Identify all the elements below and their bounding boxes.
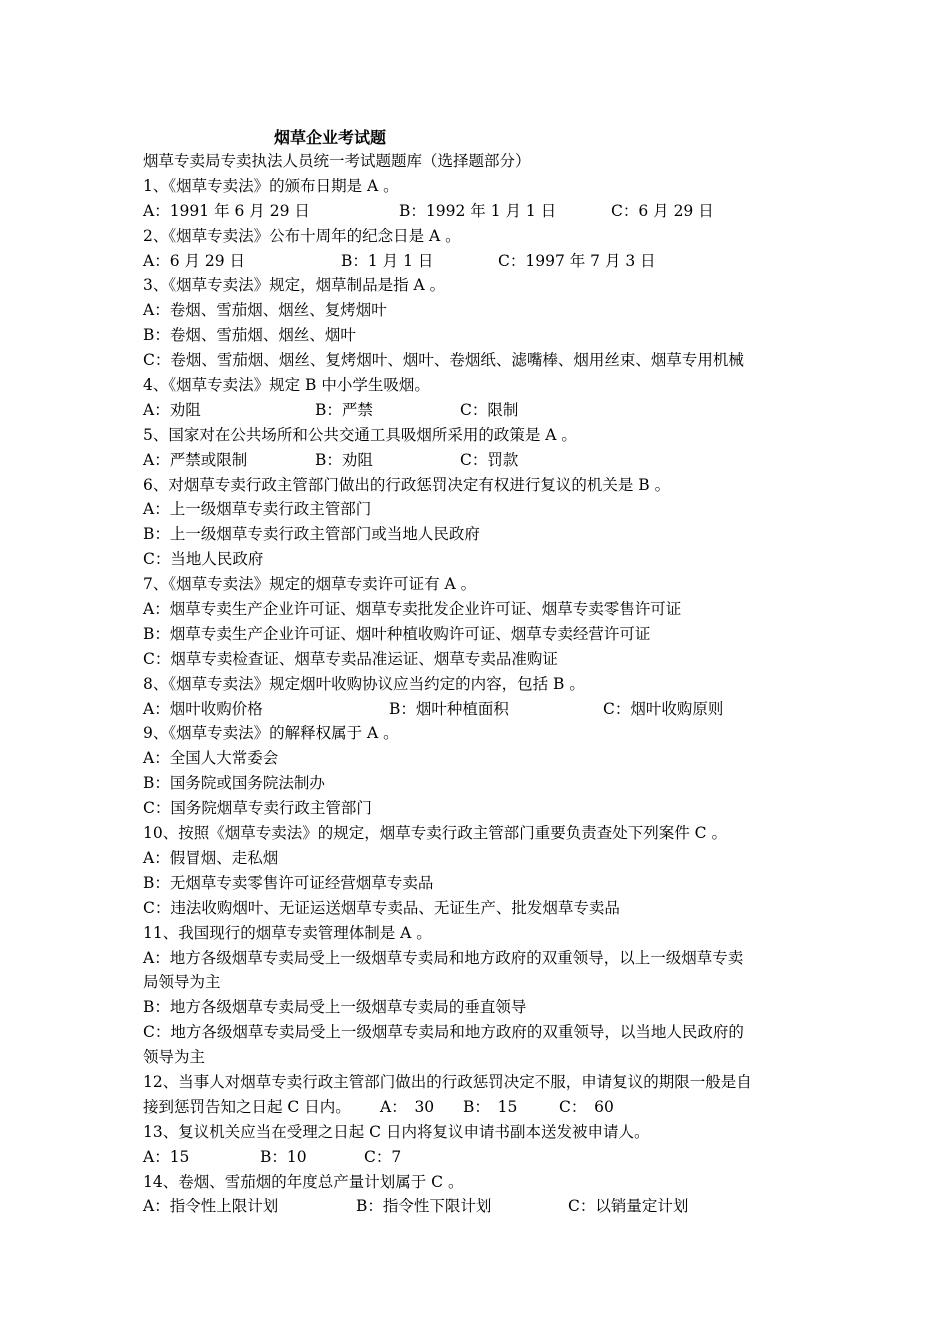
option-a-continued: 局领导为主 xyxy=(143,973,221,992)
option-b: B：上一级烟草专卖行政主管部门或当地人民政府 xyxy=(143,525,480,544)
option-c: C：当地人民政府 xyxy=(143,550,264,569)
option-a: A：烟草专卖生产企业许可证、烟草专卖批发企业许可证、烟草专卖零售许可证 xyxy=(143,600,682,619)
option-b: B：10 xyxy=(260,1147,307,1166)
option-b: B：烟草专卖生产企业许可证、烟叶种植收购许可证、烟草专卖经营许可证 xyxy=(143,624,651,643)
question-11: 11、我国现行的烟草专卖管理体制是 A 。 xyxy=(143,923,432,942)
option-b: B： 15 xyxy=(463,1097,518,1116)
question-2: 2、《烟草专卖法》公布十周年的纪念日是 A 。 xyxy=(143,226,461,245)
option-c: C：地方各级烟草专卖局受上一级烟草专卖局和地方政府的双重领导，以当地人民政府的 xyxy=(143,1023,744,1042)
question-1: 1、《烟草专卖法》的颁布日期是 A 。 xyxy=(143,176,399,195)
option-c: C：1997 年 7 月 3 日 xyxy=(498,251,656,270)
options-row-8 xyxy=(143,697,813,722)
option-c: C：国务院烟草专卖行政主管部门 xyxy=(143,799,372,818)
question-13: 13、复议机关应当在受理之日起 C 日内将复议申请书副本送发被申请人。 xyxy=(143,1122,650,1141)
question-14: 14、卷烟、雪茄烟的年度总产量计划属于 C 。 xyxy=(143,1172,464,1191)
option-c: C：卷烟、雪茄烟、烟丝、复烤烟叶、烟叶、卷烟纸、滤嘴棒、烟用丝束、烟草专用机械 xyxy=(143,351,744,370)
option-a: A：劝阻 xyxy=(143,400,201,419)
option-a: A：地方各级烟草专卖局受上一级烟草专卖局和地方政府的双重领导，以上一级烟草专卖 xyxy=(143,948,744,967)
option-c: C：限制 xyxy=(460,400,519,419)
question-7: 7、《烟草专卖法》规定的烟草专卖许可证有 A 。 xyxy=(143,575,477,594)
option-a: A：严禁或限制 xyxy=(143,450,248,469)
option-c: C：烟叶收购原则 xyxy=(603,699,724,718)
options-row-1 xyxy=(143,199,813,224)
option-a: A：15 xyxy=(143,1147,190,1166)
option-c: C： 60 xyxy=(559,1097,614,1116)
question-12: 12、当事人对烟草专卖行政主管部门做出的行政惩罚决定不服，申请复议的期限一般是自 xyxy=(143,1072,752,1091)
option-b: B：严禁 xyxy=(315,400,373,419)
option-b: B：卷烟、雪茄烟、烟丝、烟叶 xyxy=(143,326,356,345)
option-a: A：假冒烟、走私烟 xyxy=(143,848,279,867)
question-9: 9、《烟草专卖法》的解释权属于 A 。 xyxy=(143,724,399,743)
option-a: A：卷烟、雪茄烟、烟丝、复烤烟叶 xyxy=(143,301,387,320)
option-b: B：烟叶种植面积 xyxy=(389,699,509,718)
option-b: B：国务院或国务院法制办 xyxy=(143,774,325,793)
question-12-continued xyxy=(143,1095,813,1120)
option-c: C：违法收购烟叶、无证运送烟草专卖品、无证生产、批发烟草专卖品 xyxy=(143,898,620,917)
question-6: 6、对烟草专卖行政主管部门做出的行政惩罚决定有权进行复议的机关是 B 。 xyxy=(143,475,671,494)
option-a: A：1991 年 6 月 29 日 xyxy=(143,201,310,220)
question-3: 3、《烟草专卖法》规定，烟草制品是指 A 。 xyxy=(143,276,446,295)
option-a: A：指令性上限计划 xyxy=(143,1197,279,1216)
option-b: B：1 月 1 日 xyxy=(341,251,434,270)
option-a: A：上一级烟草专卖行政主管部门 xyxy=(143,500,372,519)
option-c: C：罚款 xyxy=(460,450,519,469)
question-5: 5、国家对在公共场所和公共交通工具吸烟所采用的政策是 A 。 xyxy=(143,425,577,444)
question-8: 8、《烟草专卖法》规定烟叶收购协议应当约定的内容，包括 B 。 xyxy=(143,674,585,693)
option-a: A：烟叶收购价格 xyxy=(143,699,263,718)
option-b: B：劝阻 xyxy=(315,450,373,469)
options-row-14 xyxy=(143,1194,813,1219)
question-12-text: 接到惩罚告知之日起 C 日内。 xyxy=(143,1097,351,1116)
question-4: 4、《烟草专卖法》规定 B 中小学生吸烟。 xyxy=(143,376,430,395)
option-b: B：无烟草专卖零售许可证经营烟草专卖品 xyxy=(143,873,434,892)
option-c: C：以销量定计划 xyxy=(568,1197,689,1216)
option-c: C：烟草专卖检查证、烟草专卖品准运证、烟草专卖品准购证 xyxy=(143,649,558,668)
option-b: B：1992 年 1 月 1 日 xyxy=(399,201,557,220)
options-row-13 xyxy=(143,1145,813,1170)
option-a: A： 30 xyxy=(380,1097,435,1116)
option-b: B：指令性下限计划 xyxy=(356,1197,492,1216)
option-a: A：6 月 29 日 xyxy=(143,251,246,270)
question-10: 10、按照《烟草专卖法》的规定，烟草专卖行政主管部门重要负责查处下列案件 C 。 xyxy=(143,824,727,843)
option-a: A：全国人大常委会 xyxy=(143,749,279,768)
option-b: B：地方各级烟草专卖局受上一级烟草专卖局的垂直领导 xyxy=(143,998,527,1017)
option-c: C：6 月 29 日 xyxy=(611,201,714,220)
subtitle: 烟草专卖局专卖执法人员统一考试题题库（选择题部分） xyxy=(143,152,531,170)
question-list xyxy=(143,149,813,1219)
document-title: 烟草企业考试题 xyxy=(274,128,387,147)
options-row-2 xyxy=(143,249,813,274)
option-c-continued: 领导为主 xyxy=(143,1048,206,1067)
option-c: C：7 xyxy=(364,1147,402,1166)
options-row-5 xyxy=(143,448,813,473)
options-row-4 xyxy=(143,398,813,423)
